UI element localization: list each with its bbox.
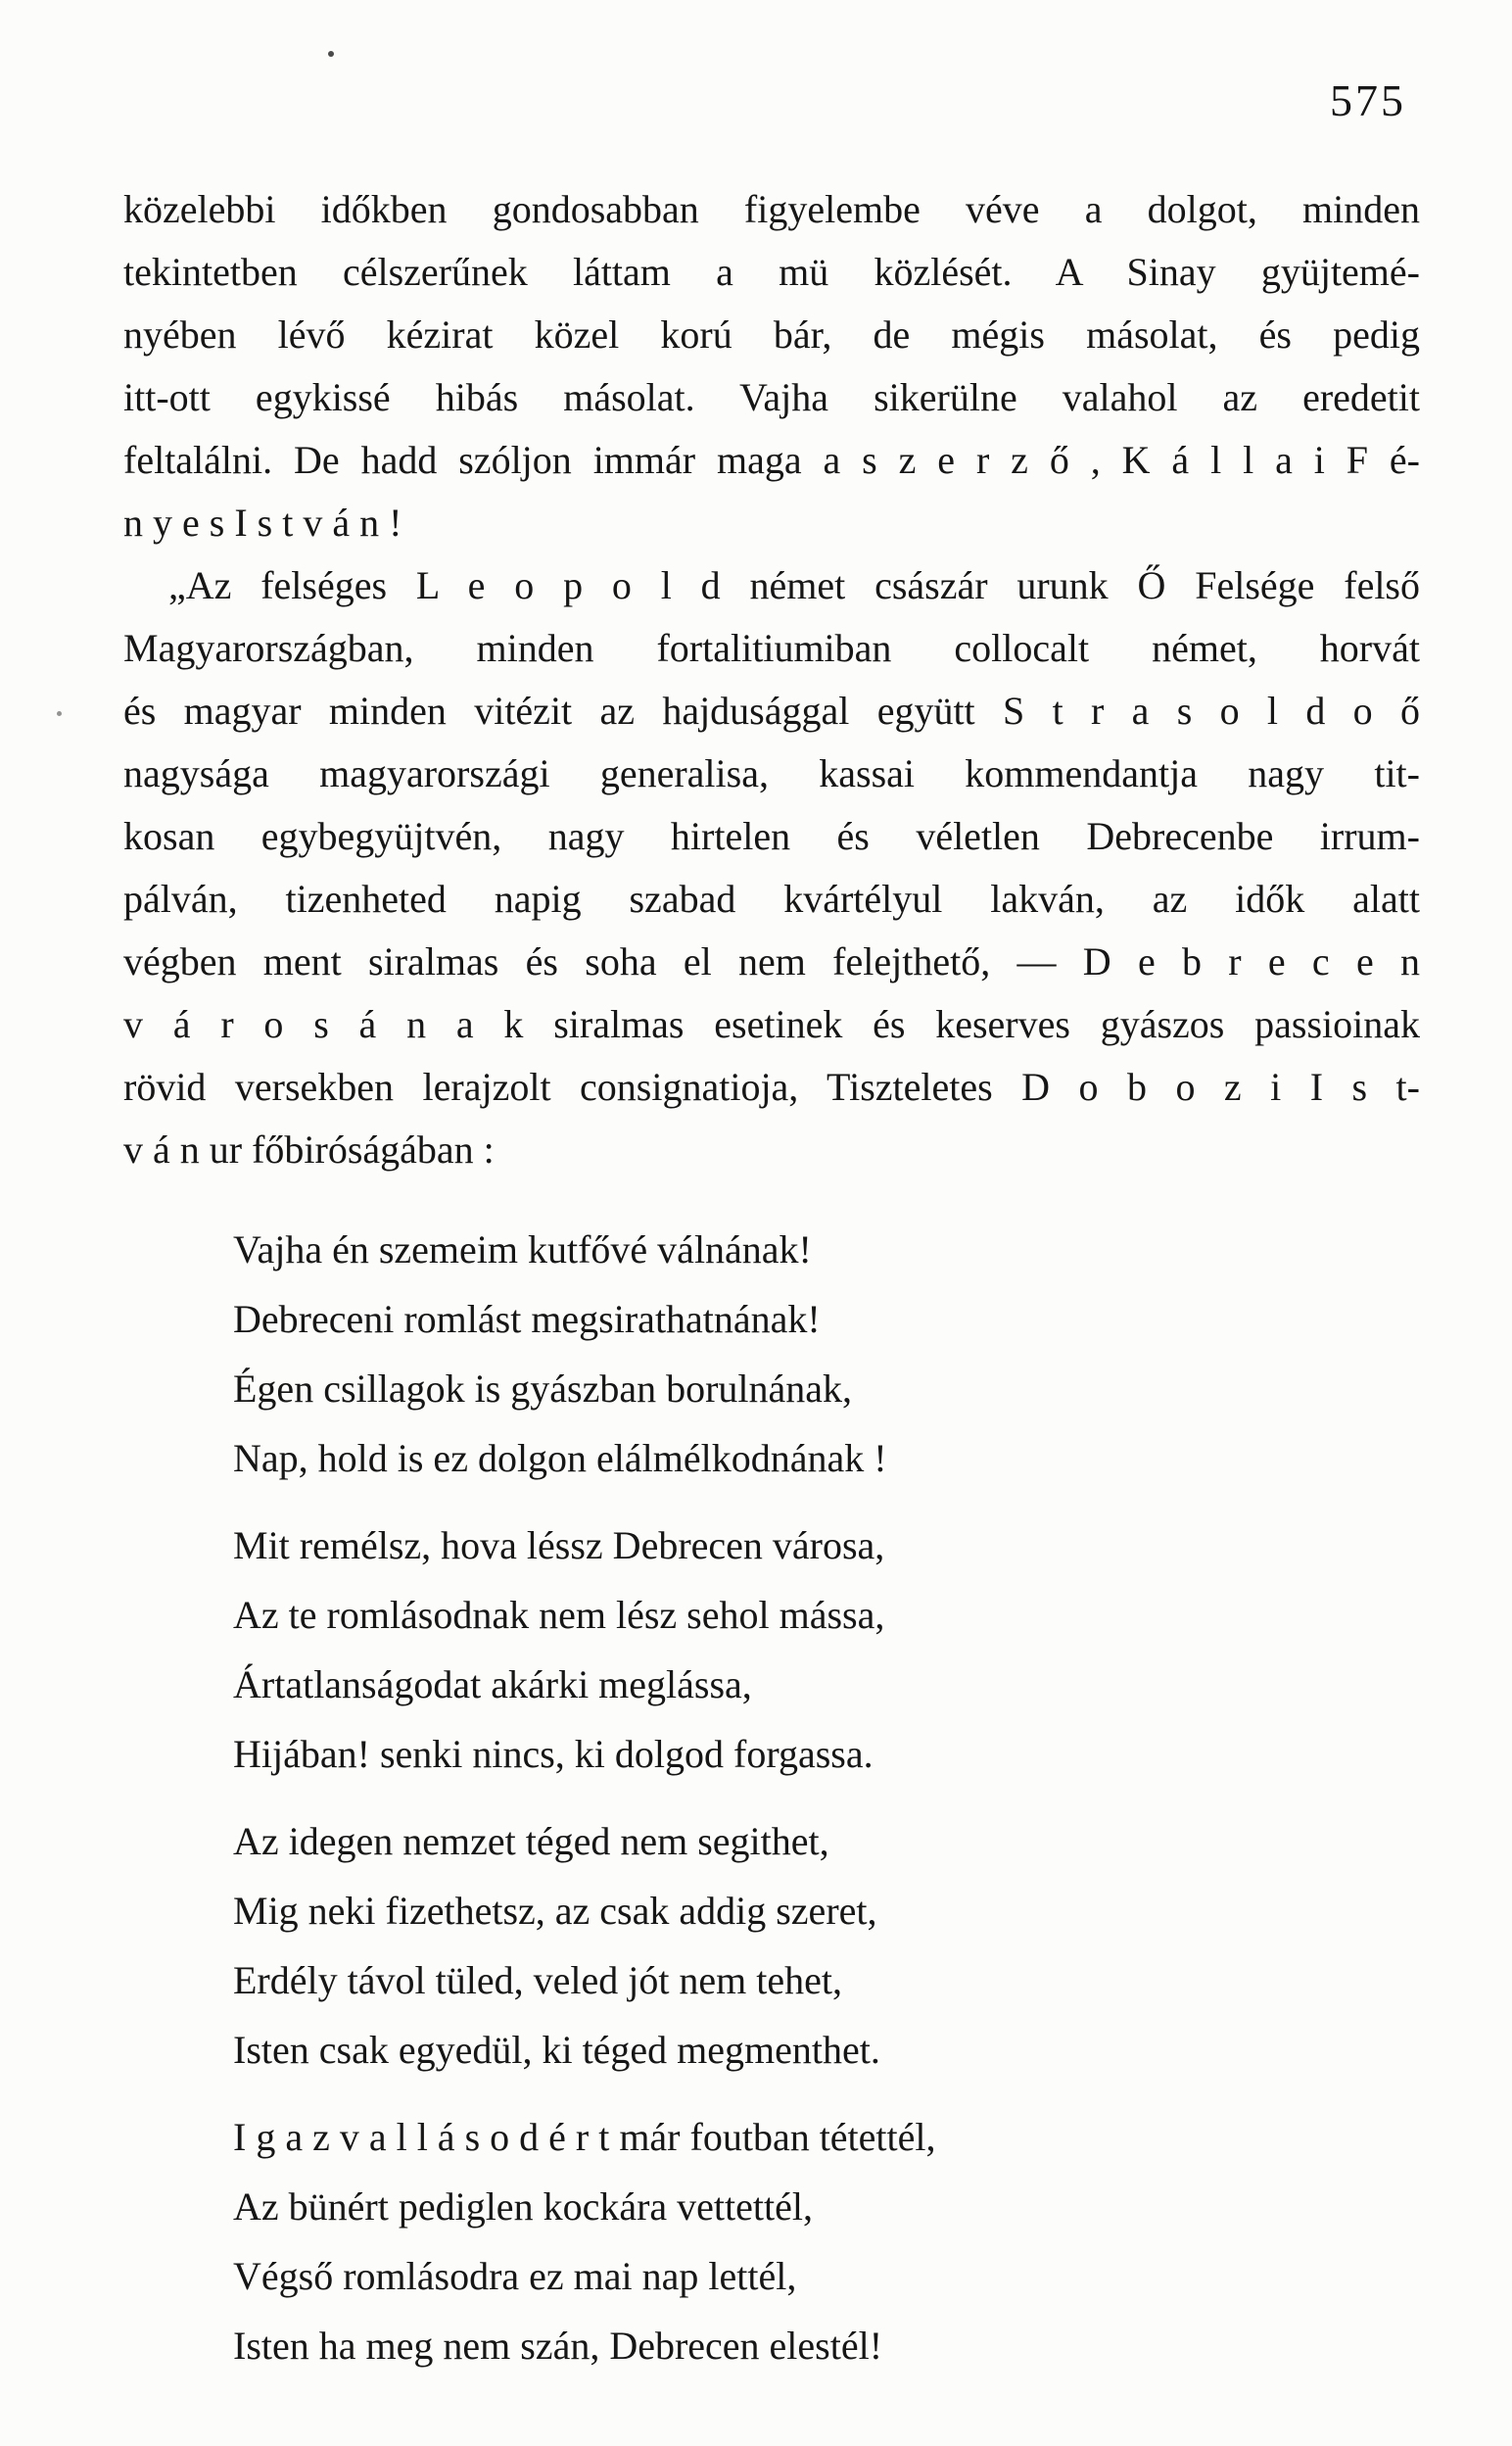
verse-line: Mig neki fizethetsz, az csak addig szeret, xyxy=(233,1889,877,1933)
prose-line: kosan egybegyüjtvén, nagy hirtelen és véletlen Debrecenbe irrum- xyxy=(123,814,1420,858)
stanza-1 xyxy=(233,1215,1420,1493)
paragraph-2 xyxy=(123,554,1420,1181)
prose-line: v á n ur főbiróságában : xyxy=(123,1127,495,1172)
verse-line: Mit remélsz, hova léssz Debrecen városa, xyxy=(233,1523,885,1567)
prose-line: nagysága magyarországi generalisa, kassai kommendantja nagy tit- xyxy=(123,751,1420,795)
prose-line: feltalálni. De hadd szóljon immár maga a s z e r z ő , K á l l a i F é- xyxy=(123,438,1420,482)
verse-line: Az idegen nemzet téged nem segithet, xyxy=(233,1819,829,1863)
stanza-4 xyxy=(233,2102,1420,2380)
verse-line: Nap, hold is ez dolgon elálmélkodnának ! xyxy=(233,1436,887,1480)
verse-line: Végső romlásodra ez mai nap lettél, xyxy=(233,2254,797,2298)
stanza-3 xyxy=(233,1806,1420,2085)
verse-line: Isten csak egyedül, ki téged megmenthet. xyxy=(233,2028,880,2072)
ink-speck xyxy=(57,711,62,716)
prose-line: rövid versekben lerajzolt consignatioja, Tiszteletes D o b o z i I s t- xyxy=(123,1065,1420,1109)
verse-line: Isten ha meg nem szán, Debrecen elestél! xyxy=(233,2324,883,2368)
verse-line: Ártatlanságodat akárki meglássa, xyxy=(233,1662,752,1706)
paragraph-1 xyxy=(123,178,1420,554)
prose-line: itt-ott egykissé hibás másolat. Vajha sikerülne valahol az eredetit xyxy=(123,375,1420,419)
prose-line: és magyar minden vitézit az hajdusággal együtt S t r a s o l d o ő xyxy=(123,689,1420,733)
prose-line: „Az felséges L e o p o l d német császár urunk Ő Felsége felső xyxy=(168,563,1420,607)
verse-line: I g a z v a l l á s o d é r t már foutban tétettél, xyxy=(233,2115,936,2159)
prose-line: v á r o s á n a k siralmas esetinek és keserves gyászos passioinak xyxy=(123,1002,1420,1046)
verse-line: Vajha én szemeim kutfővé válnának! xyxy=(233,1227,812,1271)
stanza-2 xyxy=(233,1511,1420,1789)
prose-line: végben ment siralmas és soha el nem felejthető, — D e b r e c e n xyxy=(123,939,1420,983)
verse-line: Debreceni romlást megsirathatnának! xyxy=(233,1297,821,1341)
verse-line: Az te romlásodnak nem lész sehol mássa, xyxy=(233,1593,885,1637)
prose-line: nyében lévő kézirat közel korú bár, de mégis másolat, és pedig xyxy=(123,312,1420,357)
prose-line: tekintetben célszerűnek láttam a mü közlését. A Sinay gyüjtemé- xyxy=(123,250,1420,294)
text-block xyxy=(123,178,1420,2380)
prose-line: Magyarországban, minden fortalitiumiban collocalt német, horvát xyxy=(123,626,1420,670)
prose-line: n y e s I s t v á n ! xyxy=(123,501,402,545)
verse-line: Erdély távol tüled, veled jót nem tehet, xyxy=(233,1958,843,2002)
verse-section xyxy=(233,1215,1420,2380)
ink-speck xyxy=(328,51,334,57)
prose-line: közelebbi időkben gondosabban figyelembe véve a dolgot, minden xyxy=(123,187,1420,231)
verse-line: Égen csillagok is gyászban borulnának, xyxy=(233,1367,853,1411)
page-number: 575 xyxy=(1330,75,1406,125)
verse-line: Hijában! senki nincs, ki dolgod forgassa. xyxy=(233,1732,874,1776)
verse-line: Az bünért pediglen kockára vettettél, xyxy=(233,2184,813,2229)
prose-line: pálván, tizenheted napig szabad kvártélyul lakván, az idők alatt xyxy=(123,877,1420,921)
